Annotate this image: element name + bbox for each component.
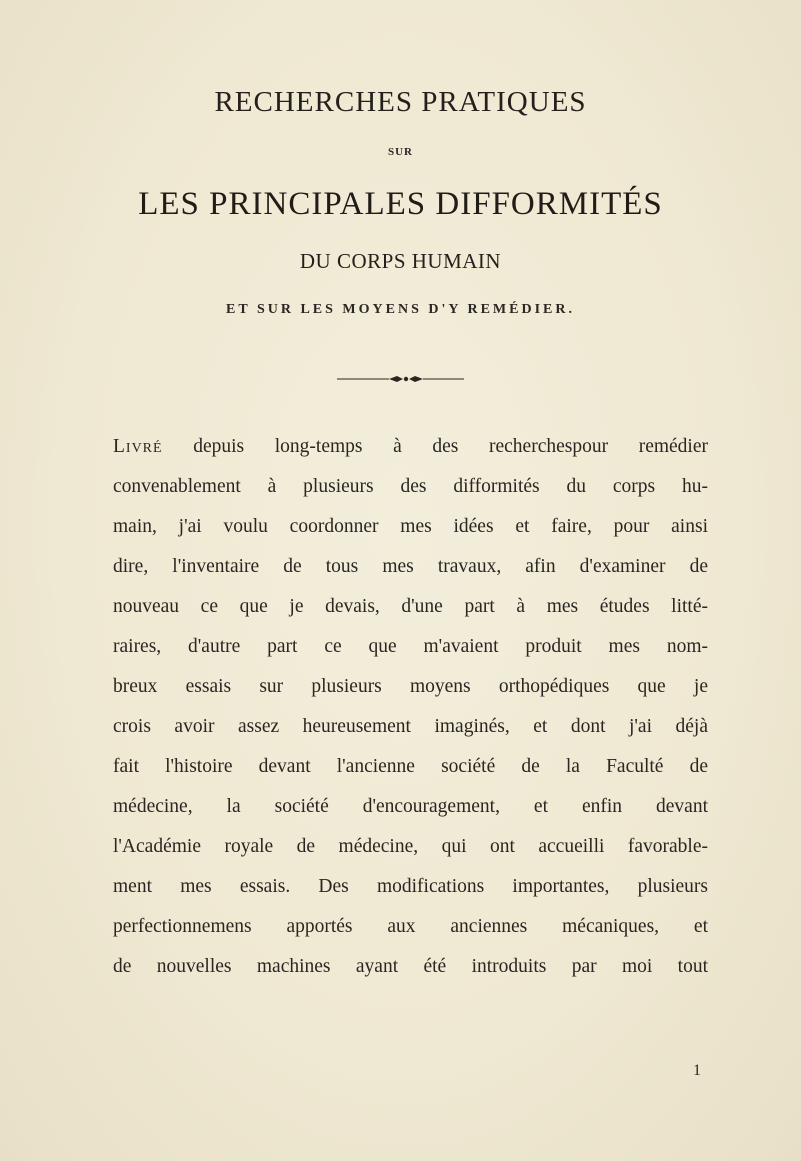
text-line: convenablement à plusieurs des difformités du corps hu- [113, 476, 708, 497]
text-line: nouveau ce que je devais, d'une part à mes études litté- [113, 596, 708, 617]
text-line: crois avoir assez heureusement imaginés, et dont j'ai déjà [113, 716, 708, 737]
text-line: fait l'histoire devant l'ancienne société de la Faculté de [113, 756, 708, 777]
title-line-5: ET SUR LES MOYENS D'Y REMÉDIER. [226, 302, 575, 317]
title-line-2: SUR [387, 146, 413, 158]
title-line-1: RECHERCHES PRATIQUES [214, 86, 587, 118]
text-line: ment mes essais. Des modifications importantes, plusieurs [113, 876, 708, 897]
page-number: 1 [693, 1062, 701, 1079]
text-line: l'Académie royale de médecine, qui ont accueilli favorable- [113, 836, 708, 857]
dropcap-word: Livré [113, 436, 163, 457]
text-line: raires, d'autre part ce que m'avaient produit mes nom- [113, 636, 708, 657]
text-line: dire, l'inventaire de tous mes travaux, afin d'examiner de [113, 556, 708, 577]
text-line: de nouvelles machines ayant été introduits par moi tout [113, 956, 708, 977]
text-line [113, 436, 708, 462]
text-line: breux essais sur plusieurs moyens orthopédiques que je [113, 676, 708, 697]
title-line-3: LES PRINCIPALES DIFFORMITÉS [138, 186, 663, 222]
decorative-rule-icon [337, 372, 464, 386]
title-line-4: DU CORPS HUMAIN [299, 249, 502, 273]
text-line-rest: depuis long-temps à des recherchespour remédier [162, 436, 708, 457]
text-line: main, j'ai voulu coordonner mes idées et faire, pour ainsi [113, 516, 708, 537]
text-line: médecine, la société d'encouragement, et enfin devant [113, 796, 708, 817]
text-line: perfectionnemens apportés aux anciennes mécaniques, et [113, 916, 708, 937]
